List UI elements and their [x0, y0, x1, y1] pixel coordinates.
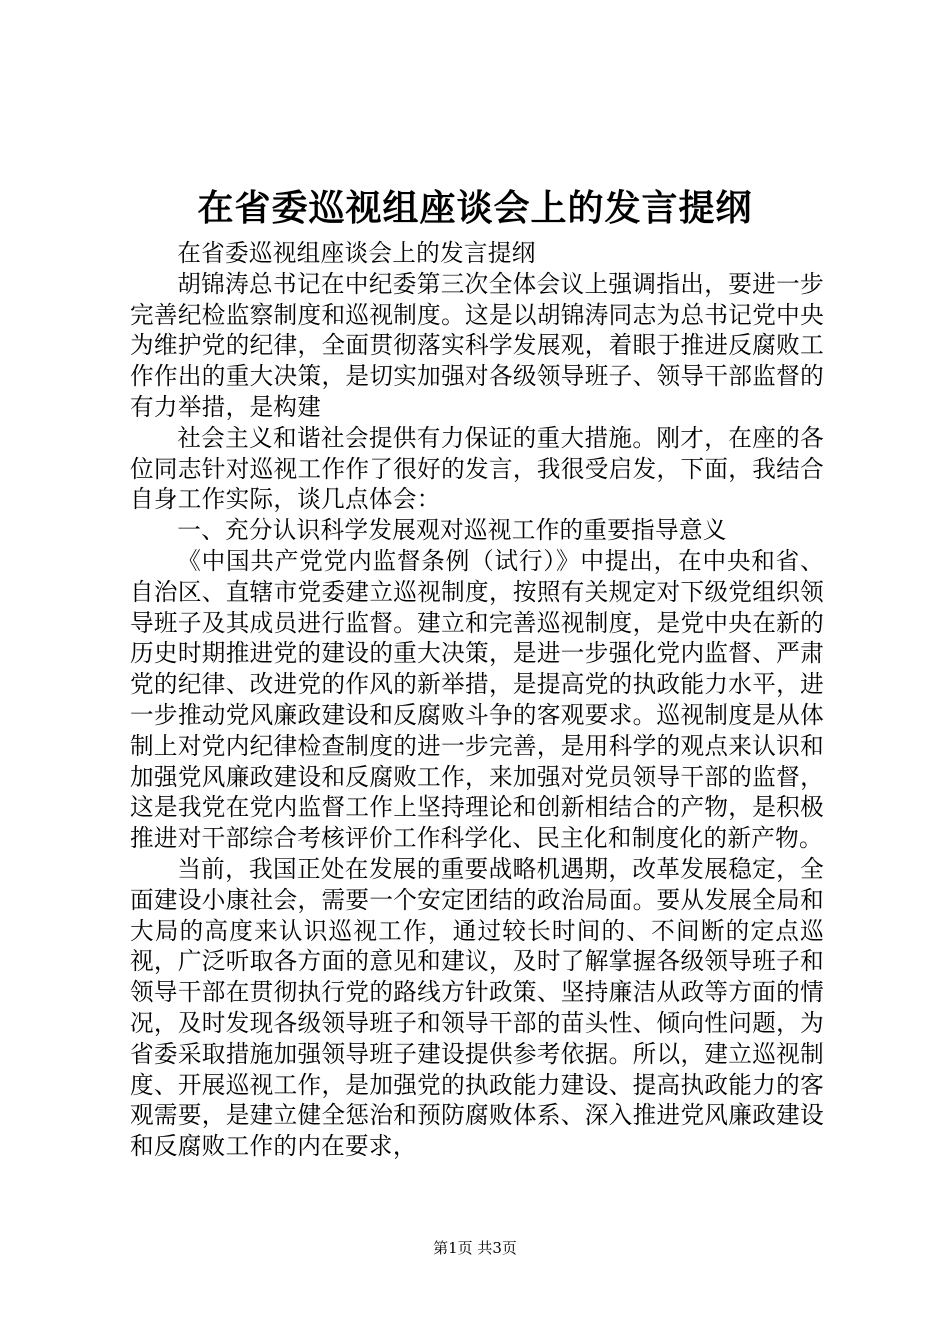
- section-heading: 一、充分认识科学发展观对巡视工作的重要指导意义: [177, 516, 727, 545]
- paragraph-subtitle: 在省委巡视组座谈会上的发言提纲: [177, 239, 536, 267]
- paragraph: 《中国共产党党内监督条例（试行）》中提出，在中央和省、自治区、直辖市党委建立巡视制度，按照有关规定对下级党组织领导班子及其成员进行监督。建立和完善巡视制度，是党中央在新的历史时期推进党的建设的重大决策，是进一步强化党内监督、严肃党的纪律、改进党的作风的新举措，是提高党的执政能力水平，进一步推动党风廉政建设和反腐败斗争的客观要求。巡视制度是从体制上对党内纪律检查制度的进一步完善，是用科学的观点来认识和加强党风廉政建设和反腐败工作，来加强对党员领导干部的监督，这是我党在党内监督工作上坚持理论和创新相结合的产物，是积极推进对干部综合考核评价工作科学化、民主化和制度化的新产物。: [130, 546, 824, 853]
- page-number-footer: 第1页 共3页: [433, 1239, 517, 1257]
- document-body: [130, 238, 824, 1162]
- document-title: 在省委巡视组座谈会上的发言提纲: [197, 187, 753, 229]
- paragraph: 社会主义和谐社会提供有力保证的重大措施。刚才，在座的各位同志针对巡视工作作了很好的发言，我很受启发，下面，我结合自身工作实际，谈几点体会：: [130, 423, 824, 514]
- paragraph: 当前，我国正处在发展的重要战略机遇期，改革发展稳定，全面建设小康社会，需要一个安定团结的政治局面。要从发展全局和大局的高度来认识巡视工作，通过较长时间的、不间断的定点巡视，广泛听取各方面的意见和建议，及时了解掌握各级领导班子和领导干部在贯彻执行党的路线方针政策、坚持廉洁从政等方面的情况，及时发现各级领导班子和领导干部的苗头性、倾向性问题，为省委采取措施加强领导班子建设提供参考依据。所以，建立巡视制度、开展巡视工作，是加强党的执政能力建设、提高执政能力的客观需要，是建立健全惩治和预防腐败体系、深入推进党风廉政建设和反腐败工作的内在要求，: [130, 854, 824, 1161]
- paragraph: 胡锦涛总书记在中纪委第三次全体会议上强调指出，要进一步完善纪检监察制度和巡视制度。这是以胡锦涛同志为总书记党中央为维护党的纪律，全面贯彻落实科学发展观，着眼于推进反腐败工作作出的重大决策，是切实加强对各级领导班子、领导干部监督的有力举措，是构建: [130, 269, 824, 421]
